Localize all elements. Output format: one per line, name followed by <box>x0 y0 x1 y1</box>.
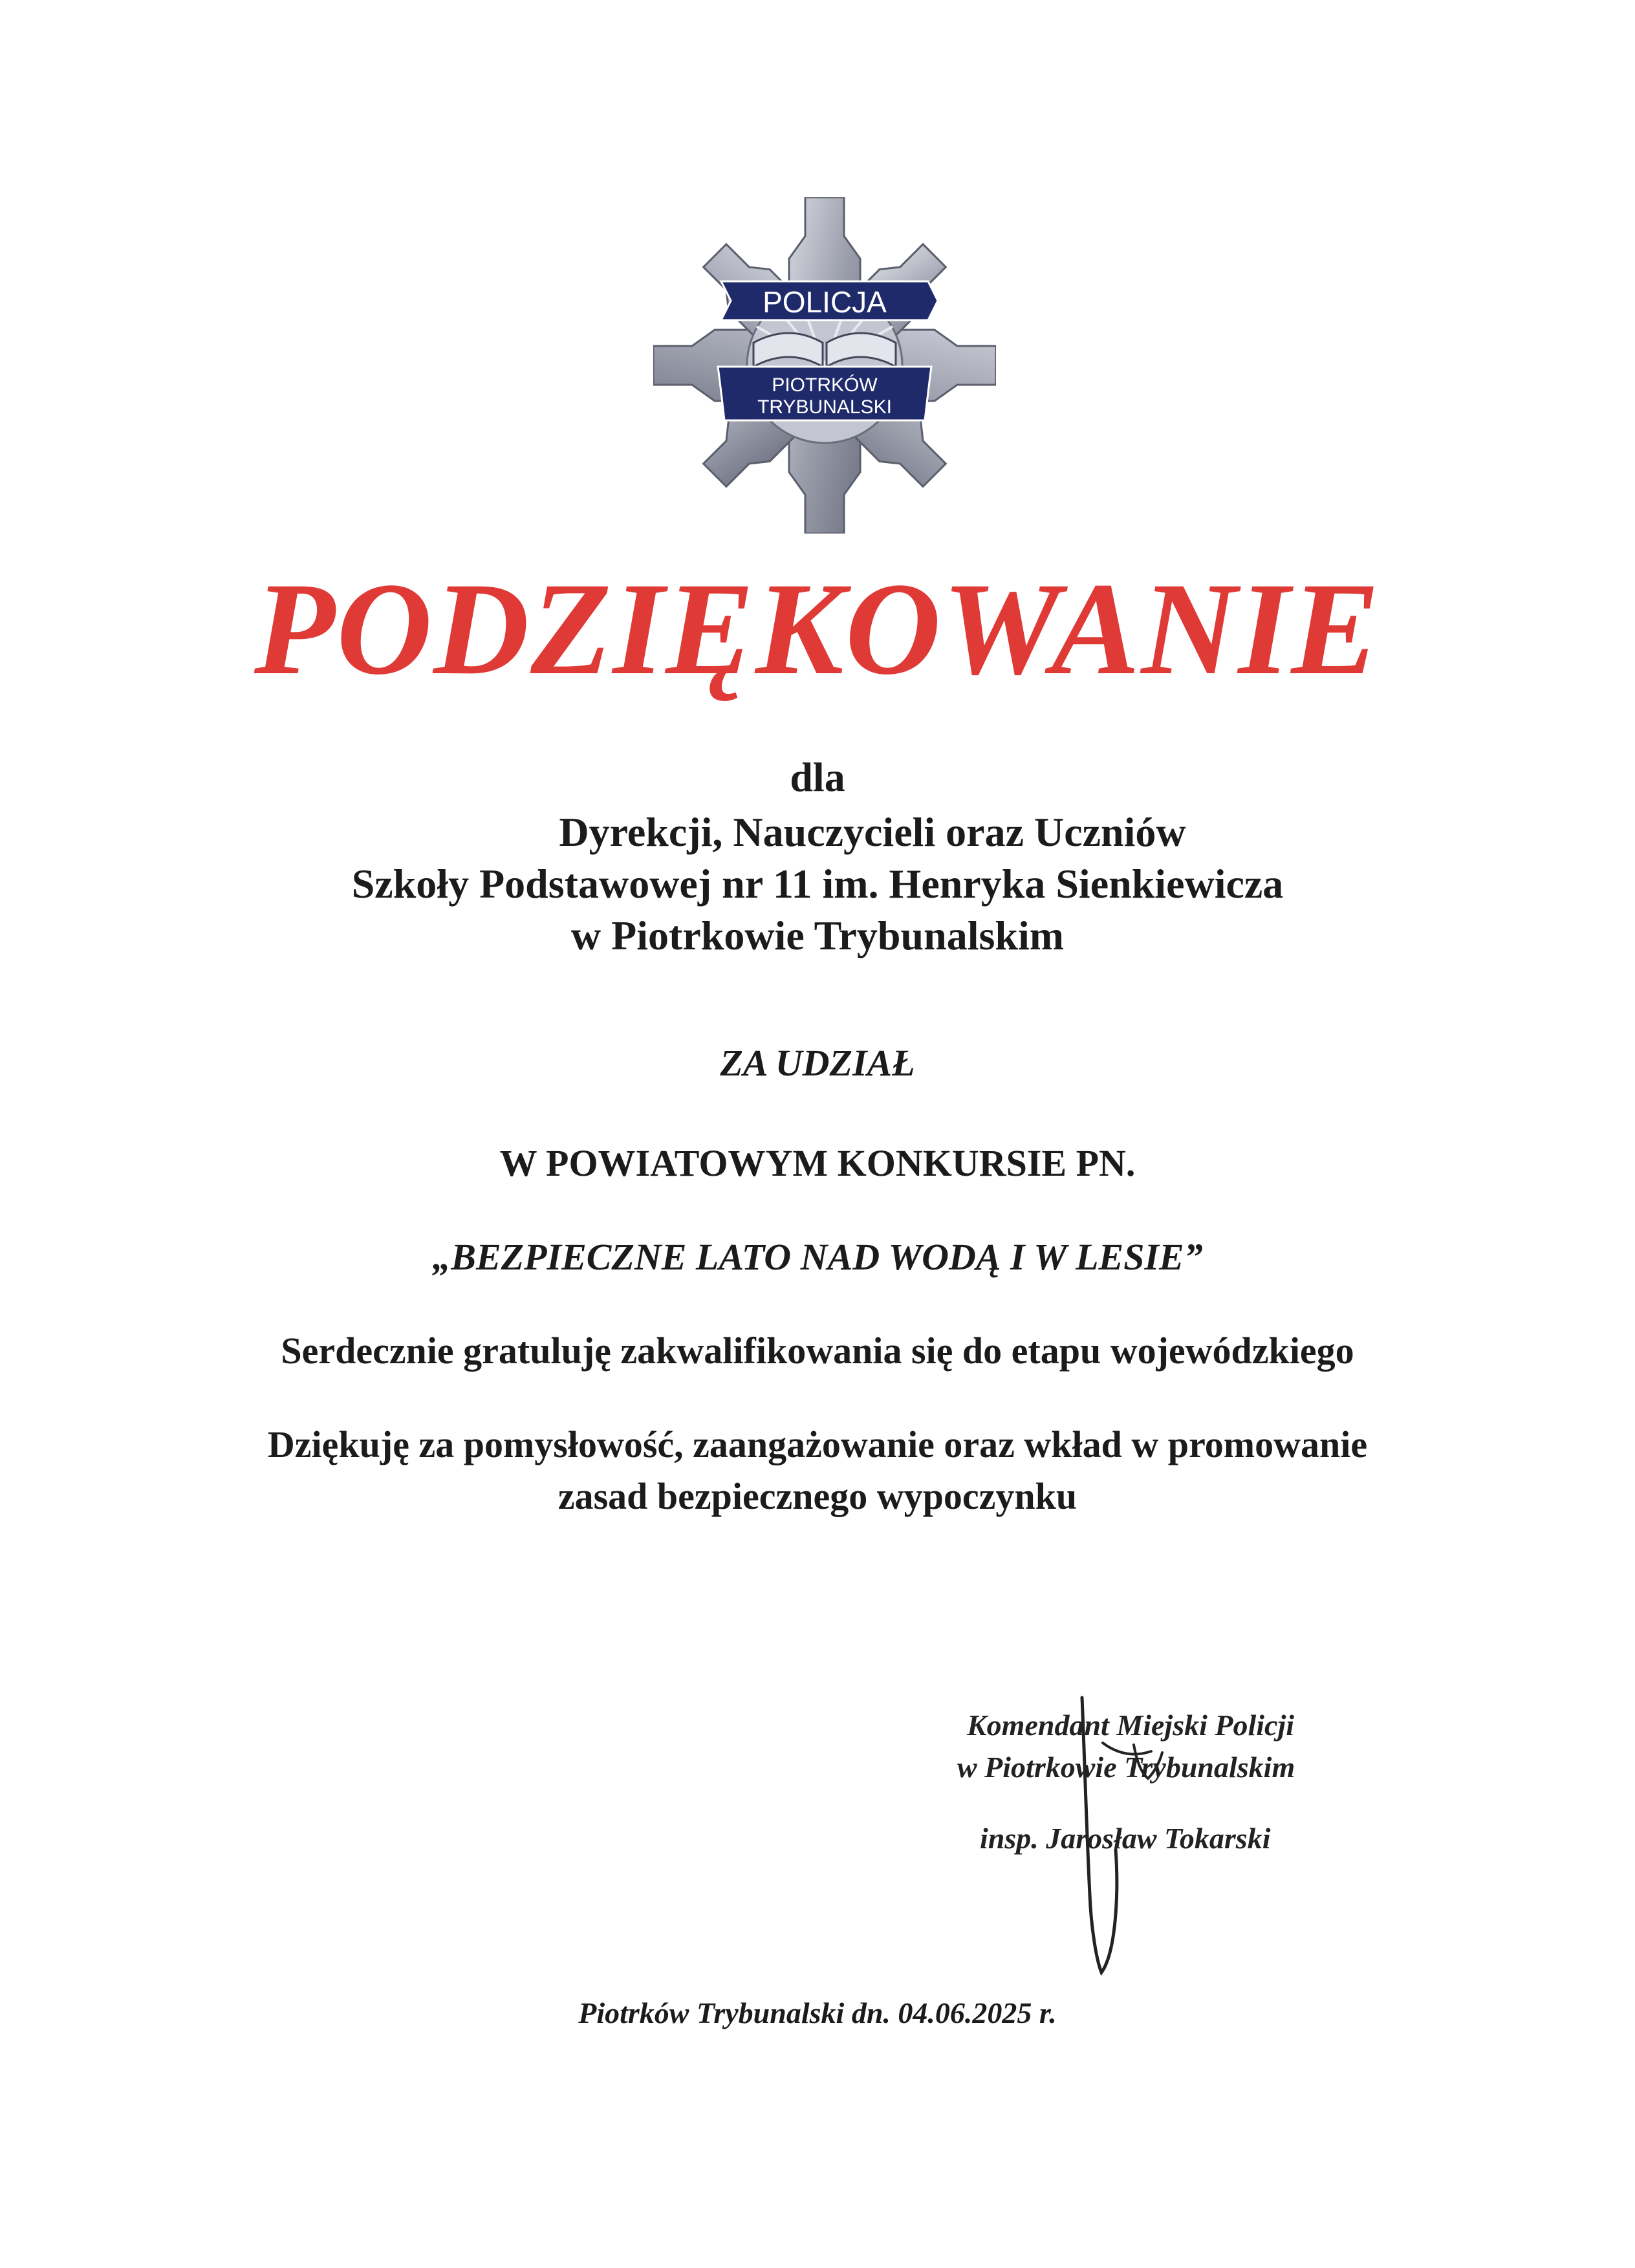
reason-label: ZA UDZIAŁ <box>720 1042 915 1084</box>
police-star-badge-icon <box>653 197 996 534</box>
document-title: PODZIĘKOWANIE <box>254 556 1381 702</box>
badge-bottom-label-line1: PIOTRKÓW <box>772 374 878 396</box>
recipient-line-2: Szkoły Podstawowej nr 11 im. Henryka Sienkiewicza <box>351 861 1284 907</box>
signatory-name: insp. Jarosław Tokarski <box>980 1822 1271 1855</box>
for-label: dla <box>790 754 845 800</box>
contest-intro: W POWIATOWYM KONKURSIE PN. <box>499 1142 1136 1184</box>
congratulations-text: Serdecznie gratuluję zakwalifikowania się do etapu wojewódzkiego <box>281 1330 1354 1372</box>
badge-bottom-label-line2: TRYBUNALSKI <box>757 396 892 418</box>
recipient-line-1: Dyrekcji, Nauczycieli oraz Uczniów <box>559 809 1186 855</box>
contest-name: „BEZPIECZNE LATO NAD WODĄ I W LESIE” <box>432 1236 1203 1278</box>
place-and-date: Piotrków Trybunalski dn. 04.06.2025 r. <box>578 1996 1057 2029</box>
signatory-role-line-2: w Piotrkowie Trybunalskim <box>957 1751 1295 1784</box>
recipient-line-3: w Piotrkowie Trybunalskim <box>570 913 1065 958</box>
badge-top-label: POLICJA <box>763 285 887 319</box>
thanks-line-1: Dziękuję za pomysłowość, zaangażowanie oraz wkład w promowanie <box>267 1423 1368 1465</box>
signatory-role-line-1: Komendant Miejski Policji <box>967 1709 1295 1742</box>
thanks-line-2: zasad bezpiecznego wypoczynku <box>558 1475 1077 1517</box>
